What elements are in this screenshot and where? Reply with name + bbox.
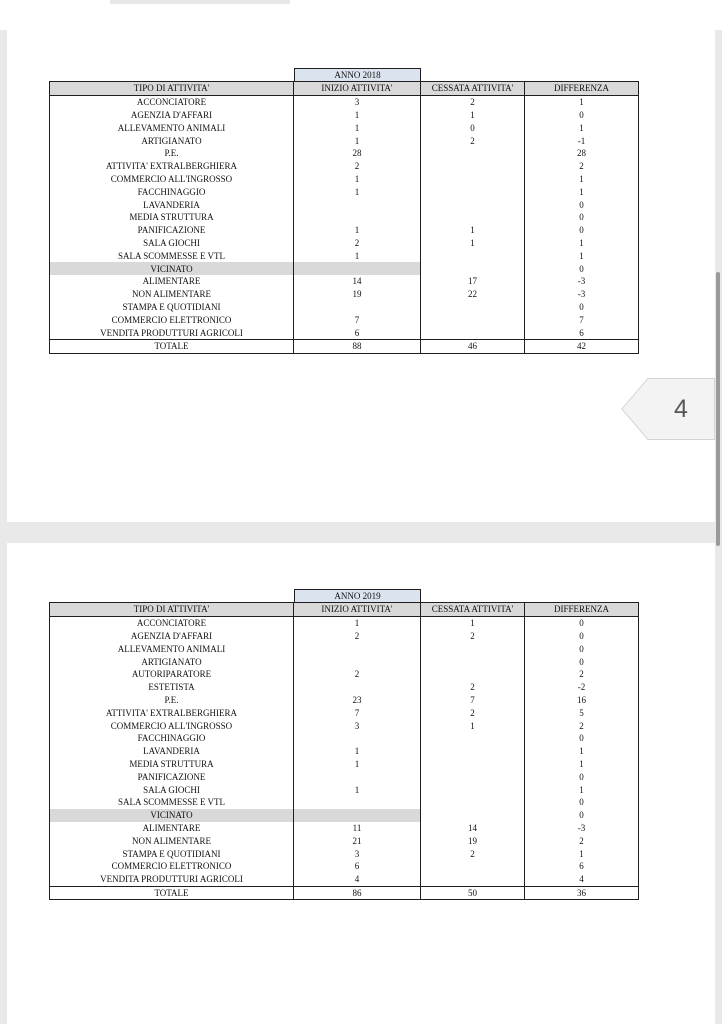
cell-start-activity <box>294 681 421 694</box>
cell-start-activity <box>294 198 421 211</box>
cell-ceased-activity <box>421 249 525 262</box>
cell-start-activity: 1 <box>294 121 421 134</box>
cell-start-activity: 4 <box>294 873 421 886</box>
cell-start-activity: 1 <box>294 185 421 198</box>
table-row <box>50 198 639 211</box>
cell-start-activity: 3 <box>294 719 421 732</box>
cell-ceased-activity: 2 <box>421 134 525 147</box>
cell-ceased-activity: 1 <box>421 109 525 122</box>
cell-difference: 6 <box>525 326 639 339</box>
cell-start-activity <box>294 770 421 783</box>
cell-difference: 2 <box>525 668 639 681</box>
cell-activity-type: ARTIGIANATO <box>50 134 294 147</box>
cell-activity-type: ESTETISTA <box>50 681 294 694</box>
page-number: 4 <box>674 395 688 423</box>
cell-activity-type: MEDIA STRUTTURA <box>50 211 294 224</box>
table-row <box>50 796 639 809</box>
cell-start-activity <box>294 642 421 655</box>
cell-start-activity <box>294 211 421 224</box>
cell-activity-type: NON ALIMENTARE <box>50 288 294 301</box>
table-row <box>50 326 639 339</box>
cell-ceased-activity <box>421 809 525 822</box>
table-row <box>50 642 639 655</box>
table-row <box>50 732 639 745</box>
cell-start-activity: 7 <box>294 313 421 326</box>
table-row <box>50 224 639 237</box>
cell-start-activity <box>294 809 421 822</box>
cell-ceased-activity: 7 <box>421 694 525 707</box>
cell-difference: 0 <box>525 301 639 314</box>
previous-page-fragment <box>110 0 290 4</box>
cell-activity-type: AGENZIA D'AFFARI <box>50 109 294 122</box>
cell-activity-type: PANIFICAZIONE <box>50 770 294 783</box>
cell-ceased-activity: 1 <box>421 616 525 629</box>
activity-table <box>49 602 639 900</box>
cell-ceased-activity: 46 <box>421 339 525 353</box>
document-page-2018 <box>7 30 715 522</box>
cell-activity-type: COMMERCIO ALL'INGROSSO <box>50 719 294 732</box>
cell-activity-type: AUTORIPARATORE <box>50 668 294 681</box>
cell-start-activity <box>294 796 421 809</box>
cell-activity-type: COMMERCIO ELETTRONICO <box>50 313 294 326</box>
cell-start-activity: 1 <box>294 249 421 262</box>
header-start-activity: INIZIO ATTIVITA' <box>294 82 421 96</box>
cell-start-activity: 1 <box>294 745 421 758</box>
table-row <box>50 134 639 147</box>
cell-activity-type: SALA SCOMMESSE E VTL <box>50 796 294 809</box>
table-row <box>50 770 639 783</box>
cell-difference: -3 <box>525 822 639 835</box>
cell-difference: 0 <box>525 211 639 224</box>
cell-difference: 7 <box>525 313 639 326</box>
cell-ceased-activity: 1 <box>421 237 525 250</box>
header-start-activity: INIZIO ATTIVITA' <box>294 603 421 617</box>
cell-activity-type: ATTIVITA' EXTRALBERGHIERA <box>50 706 294 719</box>
cell-activity-type: FACCHINAGGIO <box>50 732 294 745</box>
table-row <box>50 758 639 771</box>
table-row <box>50 173 639 186</box>
cell-ceased-activity <box>421 313 525 326</box>
cell-start-activity: 2 <box>294 160 421 173</box>
cell-start-activity: 1 <box>294 758 421 771</box>
table-row <box>50 745 639 758</box>
cell-difference: 1 <box>525 121 639 134</box>
cell-difference: 36 <box>525 886 639 900</box>
cell-start-activity: 1 <box>294 616 421 629</box>
table-row <box>50 694 639 707</box>
cell-difference: 0 <box>525 796 639 809</box>
table-row <box>50 719 639 732</box>
cell-ceased-activity: 2 <box>421 681 525 694</box>
table-row <box>50 834 639 847</box>
table-row <box>50 237 639 250</box>
table-row <box>50 860 639 873</box>
table-row <box>50 655 639 668</box>
year-header: ANNO 2019 <box>294 589 421 602</box>
cell-ceased-activity <box>421 758 525 771</box>
cell-activity-type: ALLEVAMENTO ANIMALI <box>50 642 294 655</box>
cell-ceased-activity <box>421 860 525 873</box>
cell-start-activity: 11 <box>294 822 421 835</box>
cell-ceased-activity: 1 <box>421 719 525 732</box>
cell-activity-type: VENDITA PRODUTTURI AGRICOLI <box>50 873 294 886</box>
cell-activity-type: ATTIVITA' EXTRALBERGHIERA <box>50 160 294 173</box>
cell-difference: 1 <box>525 783 639 796</box>
cell-start-activity: 1 <box>294 224 421 237</box>
cell-ceased-activity <box>421 655 525 668</box>
cell-ceased-activity <box>421 732 525 745</box>
table-row <box>50 668 639 681</box>
cell-difference: 0 <box>525 642 639 655</box>
cell-start-activity: 19 <box>294 288 421 301</box>
activity-table <box>49 81 639 354</box>
cell-activity-type: ALIMENTARE <box>50 822 294 835</box>
cell-start-activity: 1 <box>294 134 421 147</box>
table-header-row <box>50 603 639 617</box>
table-row <box>50 185 639 198</box>
cell-activity-type: COMMERCIO ELETTRONICO <box>50 860 294 873</box>
table-row <box>50 160 639 173</box>
cell-activity-type: STAMPA E QUOTIDIANI <box>50 301 294 314</box>
cell-activity-type: MEDIA STRUTTURA <box>50 758 294 771</box>
table-row <box>50 147 639 160</box>
table-row <box>50 121 639 134</box>
header-activity-type: TIPO DI ATTIVITA' <box>50 82 294 96</box>
cell-ceased-activity <box>421 301 525 314</box>
cell-ceased-activity <box>421 642 525 655</box>
cell-difference: 42 <box>525 339 639 353</box>
cell-start-activity: 3 <box>294 847 421 860</box>
cell-difference: 0 <box>525 262 639 275</box>
previous-page-edge <box>0 0 722 30</box>
table-header-row <box>50 82 639 96</box>
table-row <box>50 873 639 886</box>
cell-difference: 5 <box>525 706 639 719</box>
cell-difference: 1 <box>525 173 639 186</box>
cell-ceased-activity: 19 <box>421 834 525 847</box>
cell-difference: 0 <box>525 630 639 643</box>
cell-activity-type: ALLEVAMENTO ANIMALI <box>50 121 294 134</box>
table-row <box>50 616 639 629</box>
cell-activity-type: LAVANDERIA <box>50 745 294 758</box>
cell-start-activity: 2 <box>294 237 421 250</box>
cell-activity-type: STAMPA E QUOTIDIANI <box>50 847 294 860</box>
cell-difference: 16 <box>525 694 639 707</box>
table-row <box>50 630 639 643</box>
cell-activity-type: NON ALIMENTARE <box>50 834 294 847</box>
cell-difference: 1 <box>525 847 639 860</box>
cell-start-activity: 1 <box>294 173 421 186</box>
cell-activity-type: ACCONCIATORE <box>50 616 294 629</box>
cell-activity-type: P.E. <box>50 694 294 707</box>
cell-difference: 0 <box>525 109 639 122</box>
cell-difference: 1 <box>525 95 639 108</box>
cell-ceased-activity <box>421 173 525 186</box>
table-row <box>50 109 639 122</box>
cell-difference: 2 <box>525 719 639 732</box>
table-row <box>50 249 639 262</box>
header-activity-type: TIPO DI ATTIVITA' <box>50 603 294 617</box>
cell-ceased-activity <box>421 668 525 681</box>
cell-ceased-activity: 17 <box>421 275 525 288</box>
cell-ceased-activity: 50 <box>421 886 525 900</box>
total-label: TOTALE <box>50 339 294 353</box>
cell-difference: 1 <box>525 237 639 250</box>
cell-activity-type: ARTIGIANATO <box>50 655 294 668</box>
cell-ceased-activity: 14 <box>421 822 525 835</box>
cell-start-activity: 6 <box>294 326 421 339</box>
cell-difference: 0 <box>525 224 639 237</box>
cell-activity-type: SALA SCOMMESSE E VTL <box>50 249 294 262</box>
cell-start-activity <box>294 262 421 275</box>
cell-start-activity: 3 <box>294 95 421 108</box>
cell-ceased-activity <box>421 147 525 160</box>
cell-ceased-activity <box>421 326 525 339</box>
total-label: TOTALE <box>50 886 294 900</box>
cell-start-activity <box>294 732 421 745</box>
cell-difference: 1 <box>525 758 639 771</box>
cell-activity-type: VENDITA PRODUTTURI AGRICOLI <box>50 326 294 339</box>
cell-difference: -3 <box>525 288 639 301</box>
cell-ceased-activity <box>421 873 525 886</box>
cell-ceased-activity <box>421 783 525 796</box>
cell-ceased-activity: 2 <box>421 95 525 108</box>
cell-difference: 0 <box>525 616 639 629</box>
header-difference: DIFFERENZA <box>525 82 639 96</box>
cell-ceased-activity <box>421 745 525 758</box>
cell-ceased-activity: 1 <box>421 224 525 237</box>
cell-activity-type: VICINATO <box>50 809 294 822</box>
header-ceased-activity: CESSATA ATTIVITA' <box>421 603 525 617</box>
scrollbar-thumb[interactable] <box>716 272 720 546</box>
cell-activity-type: SALA GIOCHI <box>50 783 294 796</box>
cell-difference: -3 <box>525 275 639 288</box>
total-row <box>50 886 639 900</box>
cell-difference: 1 <box>525 249 639 262</box>
cell-start-activity <box>294 655 421 668</box>
cell-activity-type: SALA GIOCHI <box>50 237 294 250</box>
cell-start-activity: 88 <box>294 339 421 353</box>
cell-activity-type: PANIFICAZIONE <box>50 224 294 237</box>
cell-ceased-activity: 2 <box>421 630 525 643</box>
cell-difference: 0 <box>525 770 639 783</box>
cell-activity-type: FACCHINAGGIO <box>50 185 294 198</box>
cell-activity-type: LAVANDERIA <box>50 198 294 211</box>
cell-start-activity: 2 <box>294 630 421 643</box>
cell-start-activity: 7 <box>294 706 421 719</box>
cell-start-activity: 28 <box>294 147 421 160</box>
cell-start-activity: 21 <box>294 834 421 847</box>
cell-activity-type: ACCONCIATORE <box>50 95 294 108</box>
cell-ceased-activity <box>421 160 525 173</box>
cell-ceased-activity: 22 <box>421 288 525 301</box>
page-number-badge[interactable] <box>621 378 715 440</box>
table-row <box>50 211 639 224</box>
cell-difference: 4 <box>525 873 639 886</box>
cell-start-activity: 86 <box>294 886 421 900</box>
cell-difference: 0 <box>525 732 639 745</box>
cell-difference: 0 <box>525 655 639 668</box>
cell-start-activity: 6 <box>294 860 421 873</box>
cell-activity-type: COMMERCIO ALL'INGROSSO <box>50 173 294 186</box>
document-page-2019 <box>7 543 715 1024</box>
cell-activity-type: VICINATO <box>50 262 294 275</box>
table-row <box>50 313 639 326</box>
cell-activity-type: ALIMENTARE <box>50 275 294 288</box>
table-row <box>50 847 639 860</box>
table-row <box>50 783 639 796</box>
cell-ceased-activity: 2 <box>421 847 525 860</box>
cell-ceased-activity <box>421 796 525 809</box>
table-row <box>50 262 639 275</box>
cell-start-activity: 14 <box>294 275 421 288</box>
cell-start-activity <box>294 301 421 314</box>
cell-difference: 0 <box>525 809 639 822</box>
cell-difference: 1 <box>525 745 639 758</box>
cell-ceased-activity: 2 <box>421 706 525 719</box>
table-row <box>50 275 639 288</box>
table-row <box>50 706 639 719</box>
cell-difference: 2 <box>525 160 639 173</box>
table-row <box>50 95 639 108</box>
cell-activity-type: AGENZIA D'AFFARI <box>50 630 294 643</box>
cell-ceased-activity <box>421 262 525 275</box>
header-difference: DIFFERENZA <box>525 603 639 617</box>
cell-difference: -1 <box>525 134 639 147</box>
cell-ceased-activity: 0 <box>421 121 525 134</box>
cell-difference: 0 <box>525 198 639 211</box>
header-ceased-activity: CESSATA ATTIVITA' <box>421 82 525 96</box>
total-row <box>50 339 639 353</box>
table-row <box>50 288 639 301</box>
cell-ceased-activity <box>421 770 525 783</box>
cell-start-activity: 1 <box>294 783 421 796</box>
cell-ceased-activity <box>421 211 525 224</box>
cell-ceased-activity <box>421 185 525 198</box>
cell-difference: 28 <box>525 147 639 160</box>
cell-start-activity: 2 <box>294 668 421 681</box>
table-row <box>50 681 639 694</box>
cell-ceased-activity <box>421 198 525 211</box>
cell-start-activity: 1 <box>294 109 421 122</box>
table-row <box>50 809 639 822</box>
cell-start-activity: 23 <box>294 694 421 707</box>
table-row <box>50 822 639 835</box>
cell-difference: 2 <box>525 834 639 847</box>
table-row <box>50 301 639 314</box>
cell-difference: 6 <box>525 860 639 873</box>
cell-difference: -2 <box>525 681 639 694</box>
year-header: ANNO 2018 <box>294 68 421 81</box>
cell-activity-type: P.E. <box>50 147 294 160</box>
cell-difference: 1 <box>525 185 639 198</box>
